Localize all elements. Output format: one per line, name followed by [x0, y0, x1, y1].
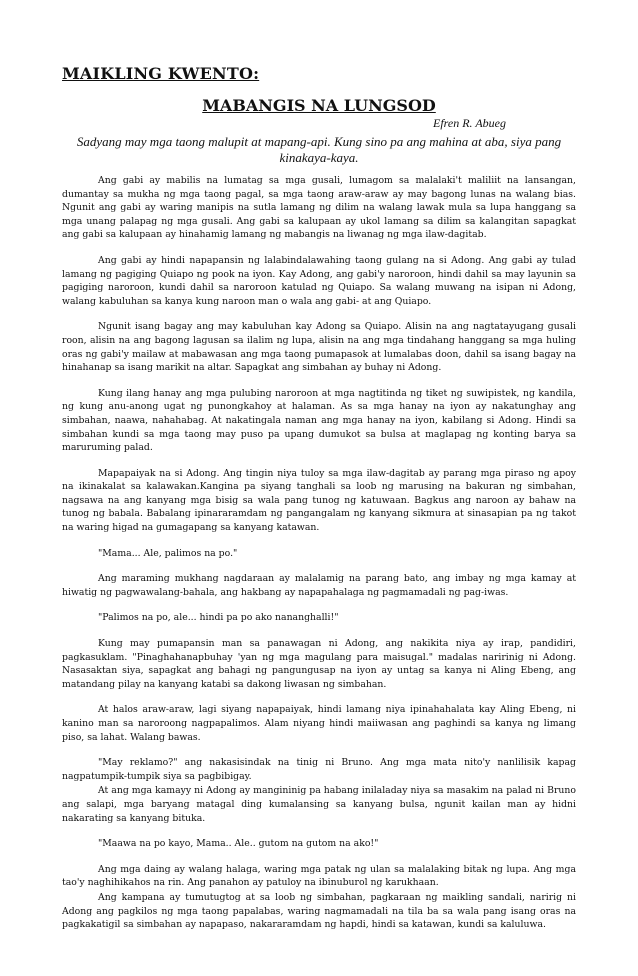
paragraph: Ang mga daing ay walang halaga, waring mga patak ng ulan sa malalaking bitak ng lupa. Ang mga tao'y naghihikahos na rin. Ang panahon ay patuloy na ibinuburol ng karukhaan.: [62, 863, 576, 889]
paragraph: Ang gabi ay mabilis na lumatag sa mga gusali, lumagom sa malalaki't maliliit na lansangan, dumantay sa mukha ng mga taong pagal, sa mga taong araw-araw ay may bagong lunas na walang bias. Ngunit ang gabi ay waring manipis na sutla lamang ng dilim na walang lawak mula sa lupa hanggang sa mga unang palapag ng mga gusali. Ang gabi sa kalupaan ay ukol lamang sa dilim sa kalangitan sapagkat ang gabi sa kalupaan ay hinahamig lamang ng mabangis na liwanag ng mga ilaw-dagitab.: [62, 175, 576, 241]
dialogue-line: "Mama... Ale, palimos na po.": [98, 547, 238, 559]
document-page: [62, 64, 576, 944]
paragraph: Ang gabi ay hindi napapansin ng lalabindalawahing taong gulang na si Adong. Ang gabi ay tulad lamang ng pagiging Quiapo ng pook na iyon. Kay Adong, ang gabi'y naroroon, hindi dahil sa may layunin sa pagiging naroroon, kundi dahil sa naroroon katulad ng Quiapo. Sa walang muwang na isipan ni Adong, walang kabuluhan sa kanya kung naroon man o wala ang gabi- at ang Quiapo.: [62, 254, 576, 307]
story-body: [62, 174, 576, 932]
story-epigraph: Sadyang may mga taong malupit at mapang-api. Kung sino pa ang mahina at aba, siya pang kinakaya-kaya.: [76, 134, 562, 165]
paragraph: Mapapaiyak na si Adong. Ang tingin niya tuloy sa mga ilaw-dagitab ay parang mga piraso ng apoy na ikinakalat sa kalawakan.Kangina pa siyang tanghali sa loob ng marusing na bakuran ng simbahan, nagsawa na ang kanyang mga bisig sa wala pang tunog ng katuwaan. Bagkus ang naroon ay bahaw na tunog ng babala. Babalang ipinararamdam ng pangangalam ng kanyang sikmura at sinasapian pa ng takot na waring higad na gumagapang sa kanyang katawan.: [62, 467, 576, 534]
dialogue-line: "Maawa na po kayo, Mama.. Ale.. gutom na gutom na ako!": [98, 838, 379, 850]
paragraph: Kung ilang hanay ang mga pulubing naroroon at mga nagtitinda ng tiket ng suwipistek, ng kandila, ng kung anu-anong ugat ng punongkahoy at halaman. As sa mga hanay na iyon ay nakatunghay ang simbahan, naawa, nahahabag. At nakatingala naman ang mga hanay na iyon, kabilang si Adong. Hindi sa simbahan kundi sa mga taong may puso pa upang dumukot sa bulsa at maglapag ng konting barya sa maruruming palad.: [62, 387, 576, 454]
paragraph: At ang mga kamayy ni Adong ay mangininig pa habang inilaladay niya sa masakim na palad ni Bruno ang salapi, mga baryang matagal ding kumalansing sa kanyang bulsa, ngunit kailan man ay hidni nakarating sa kanyang bituka.: [62, 785, 576, 824]
story-title: MABANGIS NA LUNGSOD: [202, 96, 436, 115]
paragraph: At halos araw-araw, lagi siyang napapaiyak, hindi lamang niya ipinahahalata kay Aling Ebeng, ni kanino man sa naroroong nagpapalimos. Alam niyang hindi maiiwasan ang paghindi sa kanya ng limang piso, sa lahat. Walang bawas.: [62, 704, 576, 743]
paragraph: Ang maraming mukhang nagdaraan ay malalamig na parang bato, ang imbay ng mga kamay at hiwatig ng pagwawalang-bahala, ang hakbang ay napapahalaga ng pagmamadali ng pag-iwas.: [62, 573, 576, 598]
paragraph: Kung may pumapansin man sa panawagan ni Adong, ang nakikita niya ay irap, pandidiri, pagkasuklam. "Pinaghahanapbuhay 'yan ng mga magulang para maisugal." madalas naririnig ni Adong. Nasasaktan siya, sapagkat ang bahagi ng pangungusap na iyon ay untag sa kanya ni Aling Ebeng, ang matandang pilay na kanyang katabi sa dakong liwasan ng simbahan.: [62, 638, 576, 690]
paragraph: Ngunit isang bagay ang may kabuluhan kay Adong sa Quiapo. Alisin na ang nagtatayugang gusali roon, alisin na ang bagong lagusan sa ilalim ng lupa, alisin na ang mga tindahang hanggang sa mga huling oras ng gabi'y mailaw at mabawasan ang mga taong pumapasok at lumalabas doon, dahil sa isang bagay na hinahanap sa isang marikit na altar. Sapagkat ang simbahan ay buhay ni Adong.: [62, 321, 576, 374]
dialogue-line: "Palimos na po, ale... hindi pa po ako nananghalli!": [98, 612, 339, 624]
paragraph: Ang kampana ay tumutugtog at sa loob ng simbahan, pagkaraan ng maikling sandali, naririg ni Adong ang pagkilos ng mga taong papalabas, waring nagmamadali na tila ba sa wala pang isang oras na pagkakatigil sa simbahan ay napapaso, nakararamdam ng hapdi, hindi sa katawan, kundi sa kaluluwa.: [62, 891, 576, 931]
story-author: Efren R. Abueg: [433, 116, 506, 130]
paragraph: "May reklamo?" ang nakasisindak na tinig ni Bruno. Ang mga mata nito'y nanlilisik kapag nagpatumpik-tumpik siya sa pagbibigay.: [62, 757, 576, 782]
document-heading: MAIKLING KWENTO:: [62, 64, 260, 83]
